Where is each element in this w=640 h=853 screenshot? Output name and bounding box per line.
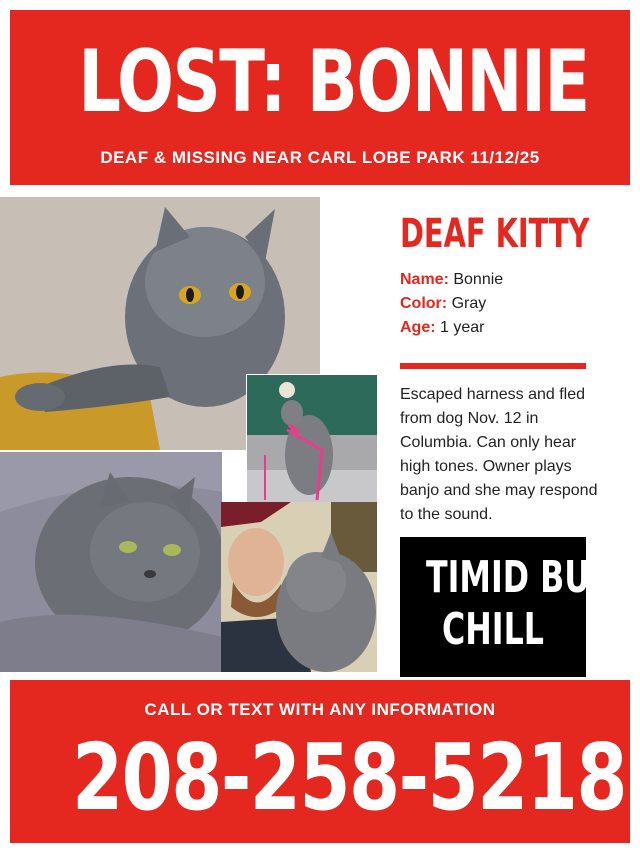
temperament-line-2: CHILL <box>442 604 544 655</box>
call-instruction: CALL OR TEXT WITH ANY INFORMATION <box>144 700 496 719</box>
color-label: Color: <box>400 295 448 312</box>
name-value: Bonnie <box>453 271 504 288</box>
temperament-line-1: TIMID BUT <box>426 552 612 603</box>
age-row <box>400 319 484 337</box>
cat-photo-harness <box>246 374 378 506</box>
owner-with-cat-photo <box>221 502 377 672</box>
page-subtitle: DEAF & MISSING NEAR CARL LOBE PARK 11/12/25 <box>100 148 540 167</box>
header-banner <box>10 10 630 185</box>
story-text: Escaped harness and fled from dog Nov. 12 in Columbia. Can only hear high tones. Owner plays banjo and she may respond to the sound. <box>400 386 598 523</box>
cat-photo-blanket <box>0 452 222 672</box>
divider <box>400 363 586 369</box>
color-value: Gray <box>451 295 487 312</box>
name-label: Name: <box>400 271 449 288</box>
phone-number[interactable]: 208-258-5218 <box>72 724 627 831</box>
age-value: 1 year <box>440 319 485 336</box>
temperament-box <box>400 537 612 677</box>
color-row <box>400 295 486 313</box>
age-label: Age: <box>400 319 436 336</box>
name-row <box>400 271 503 289</box>
page-title: LOST: BONNIE <box>78 32 589 132</box>
info-heading: DEAF KITTY <box>400 211 590 257</box>
footer-banner <box>10 680 630 843</box>
